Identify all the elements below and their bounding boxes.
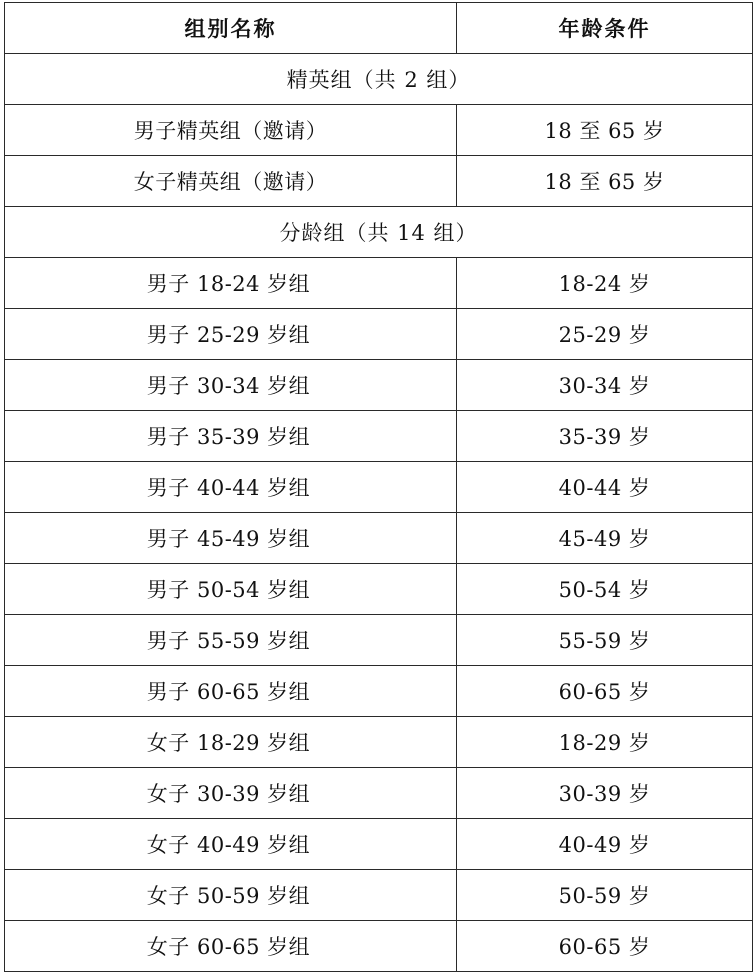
- table-row: [5, 870, 753, 921]
- group-name-cell: 女子 40-49 岁组: [5, 819, 457, 870]
- section-header-age-groups: [5, 207, 753, 258]
- section-title: 精英组（共 2 组）: [5, 54, 753, 105]
- age-condition-cell: 40-49 岁: [457, 819, 753, 870]
- table-row: [5, 666, 753, 717]
- group-name-cell: 男子 45-49 岁组: [5, 513, 457, 564]
- table-row: [5, 615, 753, 666]
- table-row: [5, 819, 753, 870]
- group-name-cell: 男子 40-44 岁组: [5, 462, 457, 513]
- age-group-table: [4, 2, 753, 972]
- header-group-name: 组别名称: [5, 3, 457, 54]
- age-condition-cell: 18 至 65 岁: [457, 156, 753, 207]
- group-name-cell: 女子精英组（邀请）: [5, 156, 457, 207]
- group-name-cell: 女子 18-29 岁组: [5, 717, 457, 768]
- age-condition-cell: 45-49 岁: [457, 513, 753, 564]
- table-row: [5, 156, 753, 207]
- age-condition-cell: 55-59 岁: [457, 615, 753, 666]
- group-name-cell: 女子 50-59 岁组: [5, 870, 457, 921]
- table-row: [5, 717, 753, 768]
- group-name-cell: 女子 30-39 岁组: [5, 768, 457, 819]
- age-condition-cell: 60-65 岁: [457, 921, 753, 972]
- table-row: [5, 564, 753, 615]
- age-condition-cell: 50-54 岁: [457, 564, 753, 615]
- table-row: [5, 360, 753, 411]
- table-row: [5, 513, 753, 564]
- table-row: [5, 768, 753, 819]
- age-condition-cell: 30-34 岁: [457, 360, 753, 411]
- group-name-cell: 男子 30-34 岁组: [5, 360, 457, 411]
- group-name-cell: 男子 18-24 岁组: [5, 258, 457, 309]
- group-name-cell: 男子 25-29 岁组: [5, 309, 457, 360]
- section-header-elite: [5, 54, 753, 105]
- age-condition-cell: 18-29 岁: [457, 717, 753, 768]
- table-body: [5, 54, 753, 972]
- table-header-row: [5, 3, 753, 54]
- group-name-cell: 男子 55-59 岁组: [5, 615, 457, 666]
- age-condition-cell: 30-39 岁: [457, 768, 753, 819]
- age-condition-cell: 60-65 岁: [457, 666, 753, 717]
- age-condition-cell: 25-29 岁: [457, 309, 753, 360]
- table-row: [5, 309, 753, 360]
- group-name-cell: 男子 35-39 岁组: [5, 411, 457, 462]
- age-condition-cell: 35-39 岁: [457, 411, 753, 462]
- group-name-cell: 男子 60-65 岁组: [5, 666, 457, 717]
- header-age-condition: 年龄条件: [457, 3, 753, 54]
- age-condition-cell: 18 至 65 岁: [457, 105, 753, 156]
- group-name-cell: 女子 60-65 岁组: [5, 921, 457, 972]
- age-condition-cell: 50-59 岁: [457, 870, 753, 921]
- table-row: [5, 921, 753, 972]
- age-condition-cell: 40-44 岁: [457, 462, 753, 513]
- table-row: [5, 258, 753, 309]
- group-name-cell: 男子精英组（邀请）: [5, 105, 457, 156]
- section-title: 分龄组（共 14 组）: [5, 207, 753, 258]
- table-row: [5, 105, 753, 156]
- group-name-cell: 男子 50-54 岁组: [5, 564, 457, 615]
- table-row: [5, 462, 753, 513]
- table-row: [5, 411, 753, 462]
- age-condition-cell: 18-24 岁: [457, 258, 753, 309]
